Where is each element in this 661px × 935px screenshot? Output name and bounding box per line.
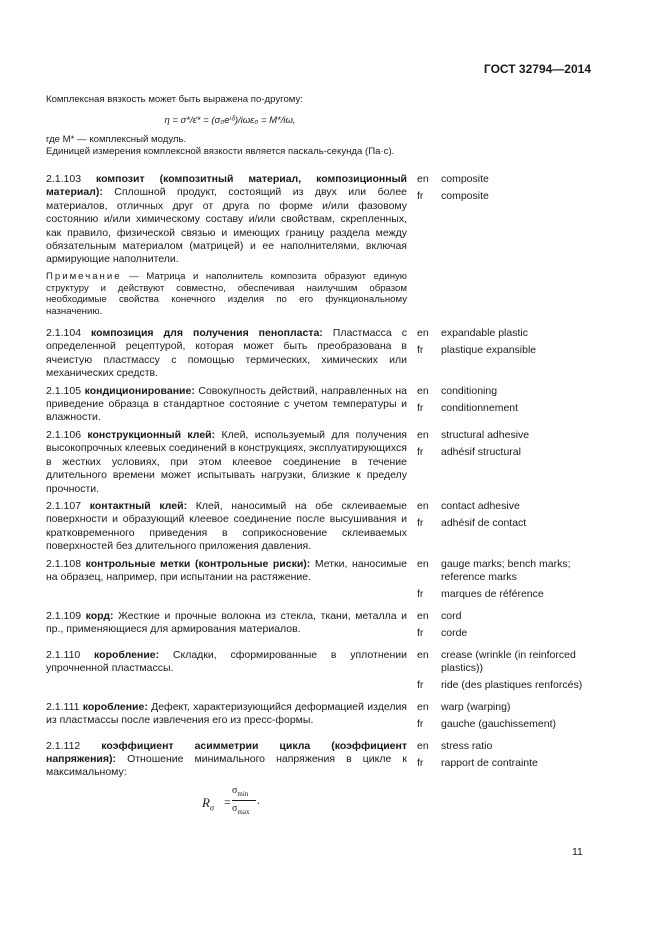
term-title: коробление:	[94, 648, 160, 661]
french-term: ride (des plastiques renforcés)	[441, 679, 583, 692]
term-title: коэффициент асимметрии цикла (коэффициент напряжения):	[46, 739, 407, 765]
french-term: plastique expansible	[441, 344, 537, 357]
french-term: marques de référence	[441, 588, 544, 601]
stress-ratio-formula: $R_\sigma$ = $\sigma_{min}$ $\sigma_{max}$ .	[202, 784, 260, 816]
term-definition: 2.1.106 конструкционный клей: Клей, используемый для получения высокопрочных клеевых соединений в конструкциях, эксплуатирующихся в жестких условиях, при этом клеевое соединение в течение длительного времени может испытывать нагрузки, близкие к пределу прочности.	[46, 428, 407, 495]
english-term: stress ratio	[441, 739, 493, 752]
term-title: контрольные метки (контрольные риски):	[85, 557, 311, 570]
term-entry	[46, 429, 616, 496]
french-term: adhésif de contact	[441, 517, 527, 530]
translations: en warp (warping) fr gauche (gauchissement)	[417, 701, 616, 736]
translations: en conditioning fr conditionnement	[417, 385, 616, 425]
intro-line: Единицей измерения комплексной вязкости является паскаль-секунда (Па·с).	[46, 145, 395, 157]
french-term: corde	[441, 627, 468, 640]
english-term: expandable plastic	[441, 327, 528, 340]
translations: en cord fr corde	[417, 610, 616, 645]
term-title: композиция для получения пенопласта:	[91, 327, 323, 340]
french-term: adhésif structural	[441, 446, 521, 459]
note	[46, 271, 407, 318]
term-entry	[46, 649, 616, 697]
translations: en contact adhesive fr adhésif de contact	[417, 500, 616, 554]
translations: en crease (wrinkle (in reinforced plastics)) fr ride (des plastiques renforcés)	[417, 649, 616, 697]
term-title: конструкционный клей:	[87, 428, 216, 441]
term-title: коробление:	[82, 700, 148, 713]
english-term: composite	[441, 173, 489, 185]
fraction-bar	[232, 800, 256, 801]
intro-line: где M* — комплексный модуль.	[46, 134, 187, 145]
translations: en structural adhesive fr adhésif structural	[417, 429, 616, 496]
term-entry	[46, 327, 616, 381]
french-term: composite	[441, 190, 489, 203]
french-term: rapport de contrainte	[441, 757, 538, 769]
term-list	[46, 173, 616, 826]
term-definition: 2.1.105 кондиционирование: Совокупность действий, направленных на приведение образца в стандартное состояние с учетом температуры и влажности.	[46, 384, 407, 424]
english-term: crease (wrinkle (in reinforced plastics))	[441, 648, 576, 674]
intro-line: Комплексная вязкость может быть выражена по-другому:	[46, 94, 303, 105]
term-definition: 2.1.107 контактный клей: Клей, наносимый на обе склеиваемые поверхности и образующий клеевое соединение после высушивания и кратковременного приведения в соприкосновение склеиваемых поверхностей без длительного приложения давления.	[46, 499, 408, 553]
term-definition: 2.1.103 композит (композитный материал, композиционный материал): Сплошной продукт, состоящий из двух или более материалов, отличных друг от друга по форме и/или фазовому состоянию и/или химическому составу и/или свойствам, скрепленных, как правило, физической связью и имеющих границу раздела между обязательным материалом (матрицей) и ее наполнителями, включая армирующие наполнители.	[46, 173, 407, 266]
translations: en gauge marks; bench marks; reference marks fr marques de référence	[417, 558, 616, 606]
term-entry	[46, 558, 616, 606]
note-text: — Матрица и наполнитель композита образуют единую структуру и действуют совместно, обеспечивая наилучшим образом необходимые свойства конечного изделия по его функциональному назначению.	[46, 270, 408, 318]
translations: en composite fr composite	[417, 173, 616, 267]
term-title: корд:	[85, 609, 114, 622]
english-term: conditioning	[441, 384, 498, 397]
term-definition: 2.1.110 коробление: Складки, сформированные в уплотнении упрочненной пластмассы.	[46, 648, 407, 674]
intro-block	[46, 94, 414, 157]
viscosity-formula: η = σ*/ε̇* = (σ₀eⁱᵟ)/iωε₀ = M*/iω,	[164, 114, 296, 126]
term-definition: 2.1.104 композиция для получения пенопласта: Пластмасса с определенной рецептурой, которая может быть преобразована в ячеистую пластмассу с помощью термических, химических или механических средств.	[46, 327, 408, 380]
english-term: contact adhesive	[441, 499, 520, 512]
english-term: gauge marks; bench marks; reference marks	[441, 557, 571, 583]
term-entry	[46, 385, 616, 425]
term-entry	[46, 610, 616, 645]
translations: en stress ratio fr rapport de contrainte	[417, 740, 616, 780]
term-title: композит (композитный материал, композиционный материал):	[46, 173, 407, 199]
term-title: кондиционирование:	[84, 384, 195, 397]
term-title: контактный клей:	[89, 499, 188, 512]
term-definition: 2.1.112 коэффициент асимметрии цикла (коэффициент напряжения): Отношение минимального напряжения в цикле к максимальному:	[46, 739, 407, 779]
document-id: ГОСТ 32794—2014	[483, 62, 591, 76]
term-entry	[46, 740, 616, 780]
term-definition: 2.1.109 корд: Жесткие и прочные волокна из стекла, ткани, металла и пр., применяющиеся для армирования материалов.	[46, 609, 408, 636]
term-entry	[46, 173, 616, 267]
page-number: 11	[572, 846, 583, 858]
term-entry	[46, 500, 616, 554]
english-term: cord	[441, 609, 462, 622]
french-term: conditionnement	[441, 402, 519, 415]
translations: en expandable plastic fr plastique expansible	[417, 327, 616, 381]
english-term: structural adhesive	[441, 428, 530, 441]
term-definition: 2.1.111 коробление: Дефект, характеризующийся деформацией изделия из пластмассы после извлечения его из пресс-формы.	[46, 700, 407, 727]
note-label: Примечание	[46, 270, 122, 282]
term-entry	[46, 701, 616, 736]
french-term: gauche (gauchissement)	[441, 718, 556, 731]
english-term: warp (warping)	[441, 700, 511, 713]
term-definition: 2.1.108 контрольные метки (контрольные риски): Метки, наносимые на образец, например, при испытании на растяжение.	[46, 557, 407, 583]
